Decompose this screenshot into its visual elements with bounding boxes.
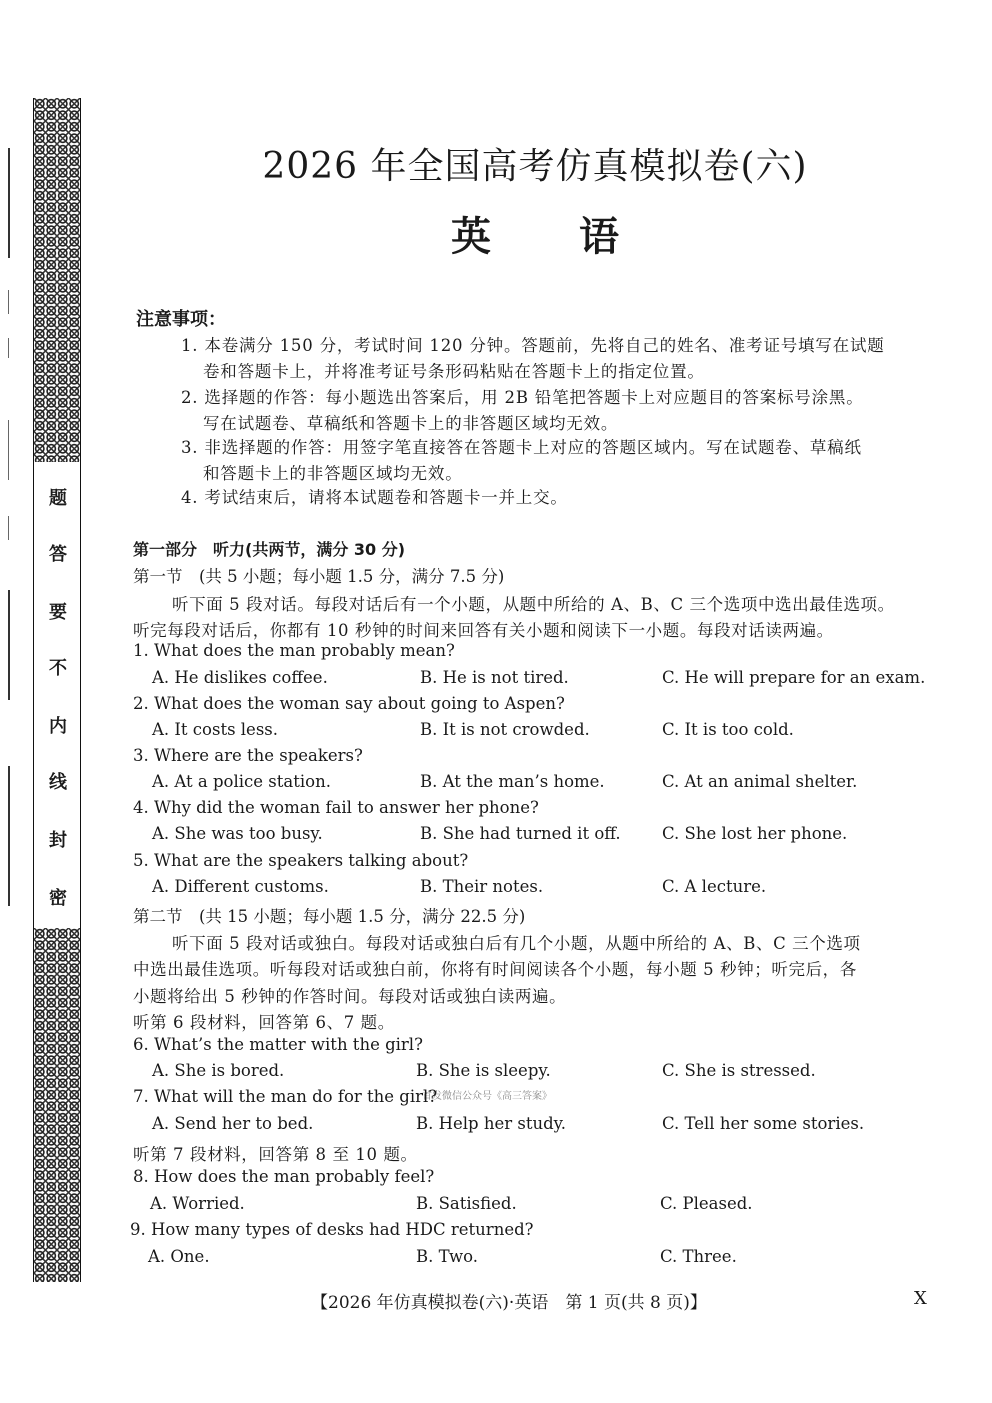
option-b: B. He is not tired. bbox=[420, 668, 569, 687]
page-footer: 【2026 年仿真模拟卷(六)·英语 第 1 页(共 8 页)】 bbox=[311, 1293, 707, 1313]
cut-line bbox=[8, 290, 9, 314]
instruction-line: 听下面 5 段对话。每段对话后有一个小题，从题中所给的 A、B、C 三个选项中选出最佳选项。 bbox=[172, 595, 895, 614]
notice-line: 和答题卡上的非答题区域均无效。 bbox=[203, 464, 463, 483]
part-heading: 第一部分 听力(共两节，满分 30 分) bbox=[133, 540, 406, 559]
option-c: C. She is stressed. bbox=[662, 1061, 816, 1080]
notice-line: 3. 非选择题的作答：用签字笔直接答在答题卡上对应的答题区域内。写在试题卷、草稿纸 bbox=[181, 438, 862, 457]
option-c: C. Three. bbox=[660, 1247, 737, 1266]
question-text: 9. How many types of desks had HDC returned? bbox=[130, 1220, 534, 1239]
question-text: 8. How does the man probably feel? bbox=[133, 1167, 435, 1186]
option-b: B. It is not crowded. bbox=[420, 720, 590, 739]
option-c: C. Tell her some stories. bbox=[662, 1114, 865, 1133]
binding-char: 密 bbox=[49, 888, 67, 909]
binding-pattern-bottom bbox=[33, 928, 81, 1282]
section-heading: 第一节 (共 5 小题；每小题 1.5 分，满分 7.5 分) bbox=[133, 567, 505, 586]
instruction-line: 小题将给出 5 秒钟的作答时间。每段对话或独白读两遍。 bbox=[133, 987, 567, 1006]
question-text: 2. What does the woman say about going to Aspen? bbox=[133, 694, 565, 713]
version-mark: X bbox=[914, 1288, 927, 1309]
page-title: 2026 年全国高考仿真模拟卷(六) bbox=[262, 146, 808, 187]
question-text: 4. Why did the woman fail to answer her phone? bbox=[133, 798, 539, 817]
option-c: C. At an animal shelter. bbox=[662, 772, 858, 791]
option-a: A. She was too busy. bbox=[152, 824, 323, 843]
question-text: 3. Where are the speakers? bbox=[133, 746, 363, 765]
binding-strip bbox=[33, 462, 81, 928]
cut-line bbox=[8, 420, 9, 480]
option-c: C. He will prepare for an exam. bbox=[662, 668, 926, 687]
option-a: A. Worried. bbox=[150, 1194, 245, 1213]
notice-line: 1. 本卷满分 150 分，考试时间 120 分钟。答题前，先将自己的姓名、准考证号填写在试题 bbox=[181, 336, 885, 355]
option-b: B. She is sleepy. bbox=[416, 1061, 551, 1080]
section-heading: 第二节 (共 15 小题；每小题 1.5 分，满分 22.5 分) bbox=[133, 907, 526, 926]
option-a: A. At a police station. bbox=[152, 772, 331, 791]
watermark: 首发微信公众号《高三答案》 bbox=[422, 1091, 552, 1102]
option-a: A. Send her to bed. bbox=[152, 1114, 314, 1133]
binding-char: 要 bbox=[49, 602, 67, 623]
binding-char: 线 bbox=[49, 772, 67, 793]
material-note: 听第 7 段材料，回答第 8 至 10 题。 bbox=[133, 1145, 418, 1164]
binding-char: 封 bbox=[49, 830, 67, 851]
option-a: A. Different customs. bbox=[152, 877, 329, 896]
notice-heading: 注意事项： bbox=[136, 309, 226, 330]
binding-char: 不 bbox=[49, 658, 67, 679]
question-text: 5. What are the speakers talking about? bbox=[133, 851, 469, 870]
notice-line: 4. 考试结束后，请将本试题卷和答题卡一并上交。 bbox=[181, 488, 568, 507]
option-a: A. He dislikes coffee. bbox=[152, 668, 328, 687]
binding-char: 题 bbox=[49, 488, 67, 509]
option-a: A. One. bbox=[148, 1247, 210, 1266]
option-a: A. It costs less. bbox=[152, 720, 279, 739]
binding-char: 内 bbox=[49, 716, 67, 737]
question-text: 1. What does the man probably mean? bbox=[133, 641, 455, 660]
option-c: C. She lost her phone. bbox=[662, 824, 848, 843]
material-note: 听第 6 段材料，回答第 6、7 题。 bbox=[133, 1013, 395, 1032]
notice-line: 2. 选择题的作答：每小题选出答案后，用 2B 铅笔把答题卡上对应题目的答案标号涂黑。 bbox=[181, 388, 864, 407]
option-b: B. Help her study. bbox=[416, 1114, 567, 1133]
option-c: C. It is too cold. bbox=[662, 720, 794, 739]
subject-title: 英 语 bbox=[451, 214, 619, 260]
cut-line bbox=[8, 766, 10, 906]
instruction-line: 中选出最佳选项。听每段对话或独白前，你将有时间阅读各个小题，每小题 5 秒钟；听完后，各 bbox=[133, 960, 857, 979]
instruction-line: 听下面 5 段对话或独白。每段对话或独白后有几个小题，从题中所给的 A、B、C 三个选项 bbox=[172, 934, 861, 953]
cut-line bbox=[8, 516, 9, 540]
option-b: B. Two. bbox=[416, 1247, 479, 1266]
instruction-line: 听完每段对话后，你都有 10 秒钟的时间来回答有关小题和阅读下一小题。每段对话读两遍。 bbox=[133, 621, 834, 640]
binding-char: 答 bbox=[49, 544, 67, 565]
option-b: B. At the man’s home. bbox=[420, 772, 605, 791]
notice-line: 写在试题卷、草稿纸和答题卡上的非答题区域均无效。 bbox=[203, 414, 619, 433]
cut-line bbox=[8, 590, 10, 700]
option-a: A. She is bored. bbox=[152, 1061, 285, 1080]
option-c: C. Pleased. bbox=[660, 1194, 753, 1213]
option-b: B. Their notes. bbox=[420, 877, 544, 896]
cut-line bbox=[8, 338, 9, 358]
option-b: B. Satisfied. bbox=[416, 1194, 517, 1213]
option-c: C. A lecture. bbox=[662, 877, 767, 896]
notice-line: 卷和答题卡上，并将准考证号条形码粘贴在答题卡上的指定位置。 bbox=[203, 362, 705, 381]
option-b: B. She had turned it off. bbox=[420, 824, 621, 843]
question-text: 6. What’s the matter with the girl? bbox=[133, 1035, 423, 1054]
question-text: 7. What will the man do for the girl? bbox=[133, 1087, 438, 1106]
